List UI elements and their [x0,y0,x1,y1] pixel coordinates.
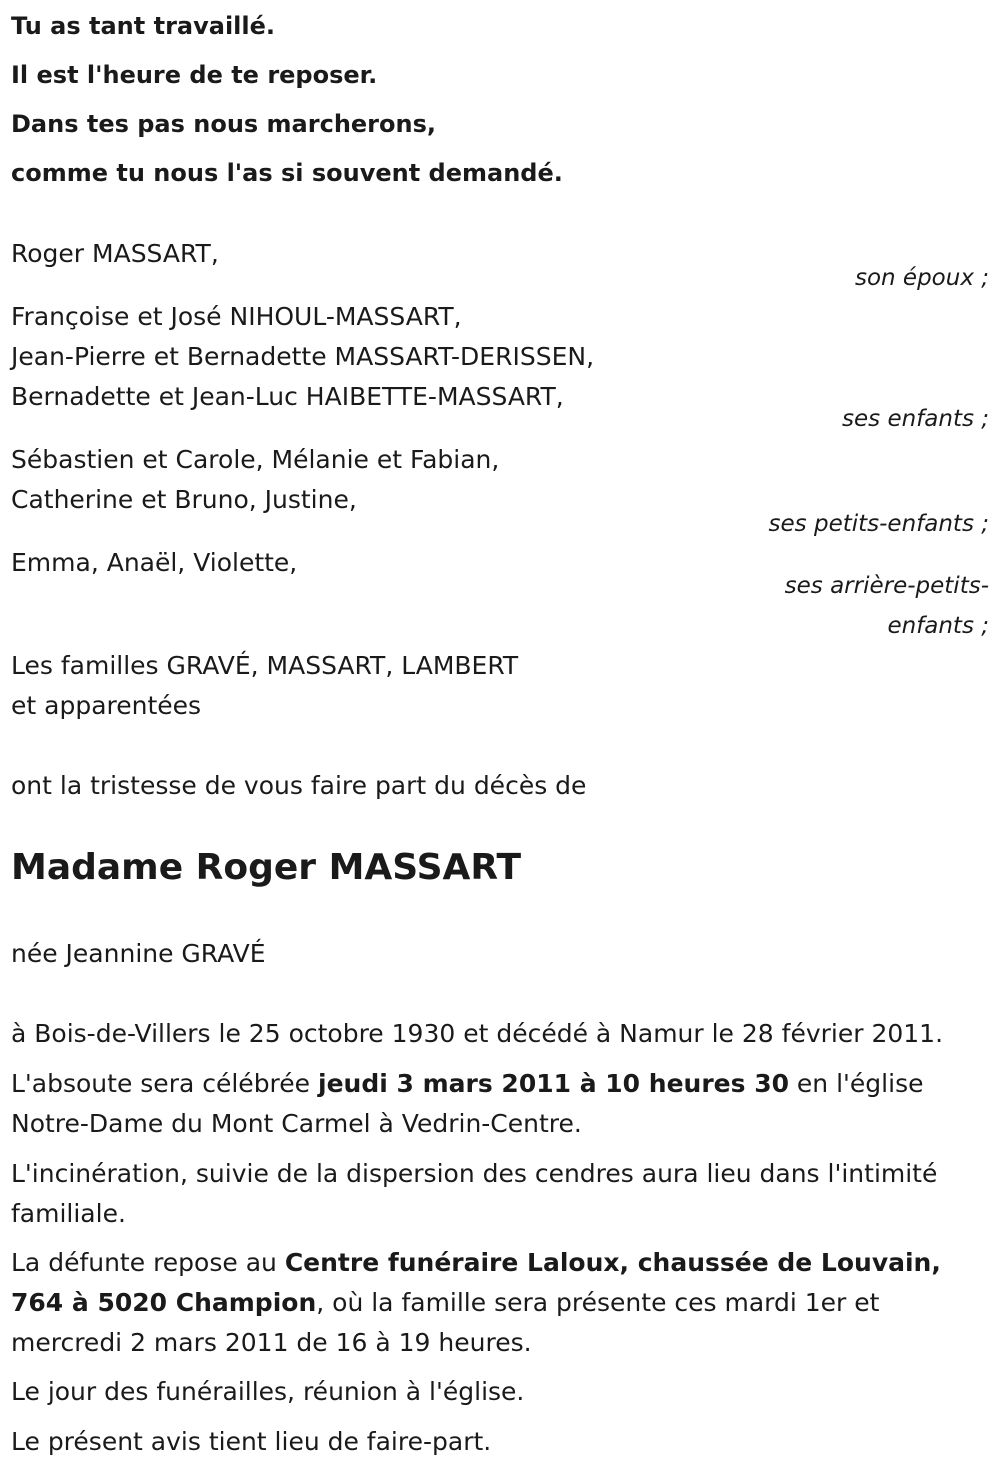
families-line: et apparentées [11,691,202,720]
gathering: Le jour des funérailles, réunion à l'église. [11,1377,525,1406]
birth-death: à Bois-de-Villers le 25 octobre 1930 et décédé à Namur le 28 février 2011. [11,1019,944,1048]
repose-address: 764 à 5020 Champion [11,1288,317,1317]
repose-text: mercredi 2 mars 2011 de 16 à 19 heures. [11,1328,532,1357]
born-as: née Jeannine GRAVÉ [11,939,266,968]
poem-line: Dans tes pas nous marcherons, [11,110,436,138]
spouse-name: Roger MASSART, [11,239,219,268]
grandchildren-block [11,440,991,544]
great-grandchildren-block [11,543,991,646]
families-block [11,646,991,726]
poem-line: comme tu nous l'as si souvent demandé. [11,159,563,187]
spouse-role: son époux ; [854,265,989,291]
grandchild-name: Sébastien et Carole, Mélanie et Fabian, [11,445,500,474]
grandchildren-role: ses petits-enfants ; [768,511,989,537]
poem-line: Tu as tant travaillé. [11,12,276,40]
great-grandchildren-role-line1: ses arrière-petits- [784,573,989,599]
deceased-name: Madame Roger MASSART [11,847,522,888]
notice: Le présent avis tient lieu de faire-part. [11,1427,492,1456]
repose-text: , où la famille sera présente ces mardi 1er et [316,1288,880,1317]
child-name: Françoise et José NIHOUL-MASSART, [11,302,462,331]
absolution-paragraph [11,1064,991,1144]
repose-paragraph [11,1243,991,1363]
poem [11,0,991,198]
poem-line: Il est l'heure de te reposer. [11,61,378,89]
child-name: Jean-Pierre et Bernadette MASSART-DERISSEN, [11,342,595,371]
cremation-paragraph [11,1154,1000,1234]
absolution-date: jeudi 3 mars 2011 à 10 heures 30 [318,1069,789,1098]
cremation-text: L'incinération, suivie de la dispersion des cendres aura lieu dans l'intimité [11,1159,938,1188]
cremation-text: familiale. [11,1199,126,1228]
absolution-church: Notre-Dame du Mont Carmel à Vedrin-Centre. [11,1109,582,1138]
grandchild-name: Catherine et Bruno, Justine, [11,485,357,514]
repose-address: Centre funéraire Laloux, chaussée de Louvain, [284,1248,941,1277]
announcement: ont la tristesse de vous faire part du décès de [11,771,587,800]
absolution-text: L'absoute sera célébrée [11,1069,318,1098]
great-grandchildren-role-line2: enfants ; [887,613,989,639]
child-name: Bernadette et Jean-Luc HAIBETTE-MASSART, [11,382,564,411]
spouse-block [11,234,991,298]
repose-text: La défunte repose au [11,1248,285,1277]
children-block [11,297,991,439]
families-line: Les familles GRAVÉ, MASSART, LAMBERT [11,651,519,680]
absolution-text: en l'église [788,1069,924,1098]
children-role: ses enfants ; [842,406,989,432]
great-grandchild-name: Emma, Anaël, Violette, [11,548,298,577]
